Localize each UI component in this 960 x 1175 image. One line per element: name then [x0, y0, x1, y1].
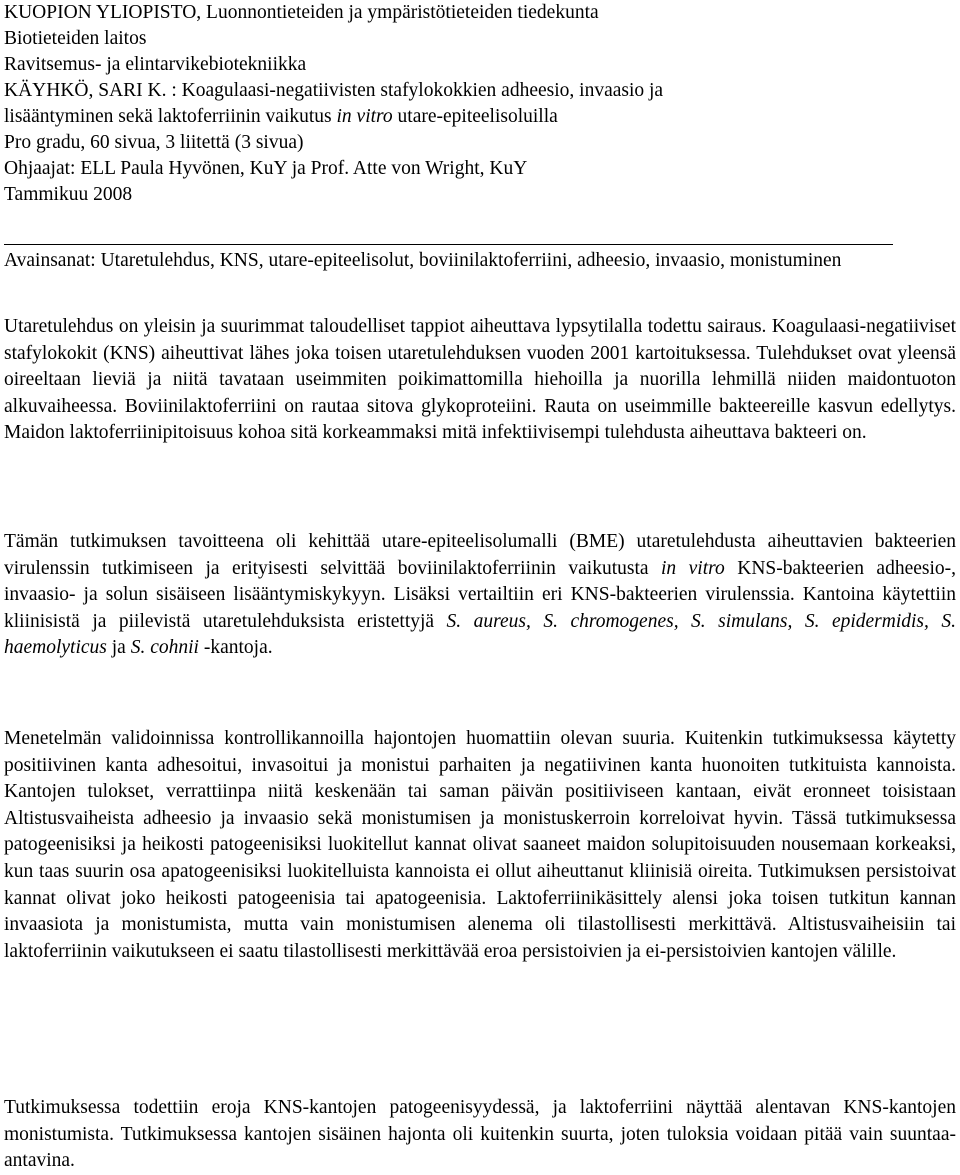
- author-title-line: KÄYHKÖ, SARI K. : Koagulaasi-negatiivisten stafylokokkien adheesio, invaasio ja: [4, 80, 664, 101]
- title-italic: in vitro: [336, 106, 393, 127]
- page-count-line: Pro gradu, 60 sivua, 3 liitettä (3 sivua): [4, 132, 304, 153]
- p2-text-4: -kantoja.: [198, 637, 273, 659]
- p2-species-list: S. aureus, S. chromogenes, S. simulans, S. epidermidis, S. haemolyticus: [4, 610, 956, 659]
- separator-rule: [4, 244, 893, 245]
- faculty-line: KUOPION YLIOPISTO, Luonnontieteiden ja ympäristötieteiden tiedekunta: [4, 2, 599, 23]
- title-continuation-line: [4, 104, 558, 130]
- abstract-paragraph-4: Tutkimuksessa todettiin eroja KNS-kantojen patogeenisyydessä, ja laktoferriini näyttää alentavan KNS-kantojen monistumista. Tutkimuksessa kantojen sisäinen hajonta oli kuitenkin suurta, joten tuloksia voidaan pitää vain suuntaa-antavina.: [4, 1097, 956, 1172]
- abstract-paragraph-3: Menetelmän validoinnissa kontrollikannoilla hajontojen huomattiin olevan suuria. Kuitenkin tutkimuksessa käytetty positiivinen kanta adhesoitui, invasoitui ja monistui parhaiten ja negatiivinen kanta huonoiten tutkituista kannoista. Kantojen tulokset, verrattiinpa niitä keskenään tai saman päivän positiiviseen kantaan, eivät eronneet toisistaan Altistusvaiheista adheesio ja invaasio sekä monistumisen ja monistuskerroin korreloivat hyvin. Tässä tutkimuksessa patogeenisiksi ja heikosti patogeenisiksi luokitellut kannat olivat saaneet maidon solupitoisuuden nousemaan korkeaksi, kun taas suurin osa apatogeenisiksi luokitelluista kannoista ei ollut aiheuttanut kliinisiä oireita. Tutkimuksen persistoivat kannat olivat joko heikosti patogeenisia tai apatogeenisia. Laktoferriinikäsittely alensi joka toisen tutkitun kannan invaasiota ja monistumista, mutta vain monistumisen alenema oli tilastollisesti merkittävä. Altistusvaiheisiin tai laktoferriinin vaikutukseen ei saatu tilastollisesti merkittävää eroa persistoivien ja ei-persistoivien kantojen välille.: [4, 728, 956, 962]
- supervisors-line: Ohjaajat: ELL Paula Hyvönen, KuY ja Prof. Atte von Wright, KuY: [4, 158, 528, 179]
- p2-text-2: KNS-bakteerien adheesio-, invaasio- ja solun sisäiseen lisääntymiskykyyn. Lisäksi vertailtiin eri KNS-bakteerien virulenssia. Kantoina käytettiin kliinisistä ja piilevistä utaretulehduksista eristettyjä: [4, 557, 956, 632]
- p2-italic-1: in vitro: [661, 557, 725, 579]
- title-text-b: utare-epiteelisoluilla: [392, 106, 558, 127]
- keywords: Avainsanat: Utaretulehdus, KNS, utare-epiteelisolut, boviinilaktoferriini, adheesio, invaasio, monistuminen: [4, 250, 842, 271]
- title-text-a: lisääntyminen sekä laktoferriinin vaikutus: [4, 106, 337, 127]
- date-line: Tammikuu 2008: [4, 184, 133, 205]
- p2-text-3: ja: [106, 637, 131, 659]
- p2-species-cohnii: S. cohnii: [130, 637, 199, 659]
- p2-text-1: Tämän tutkimuksen tavoitteena oli kehittää utare-epiteelisolumalli (BME) utaretulehdusta aiheuttavien bakteerien virulenssin tutkimiseen ja erityisesti selvittää boviinilaktoferriinin vaikutusta: [4, 531, 956, 579]
- abstract-paragraph-1: Utaretulehdus on yleisin ja suurimmat taloudelliset tappiot aiheuttava lypsytilalla todettu sairaus. Koagulaasi-negatiiviset stafylokokit (KNS) aiheuttivat lähes joka toisen utaretulehduksen vuoden 2001 kartoituksessa. Tulehdukset ovat yleensä oireeltaan lieviä ja niitä tavataan useimmiten poikimattomilla hiehoilla ja nuorilla lehmillä niiden maidontuoton alkuvaiheessa. Boviinilaktoferriini on rautaa sitova glykoproteiini. Rauta on useimmille bakteereille kasvun edellytys. Maidon laktoferriinipitoisuus kohoa sitä korkeammaksi mitä infektiivisempi tulehdusta aiheuttava bakteeri on.: [4, 316, 956, 444]
- abstract-paragraph-2: [4, 529, 956, 662]
- program-line: Ravitsemus- ja elintarvikebiotekniikka: [4, 54, 307, 75]
- department-line: Biotieteiden laitos: [4, 28, 147, 49]
